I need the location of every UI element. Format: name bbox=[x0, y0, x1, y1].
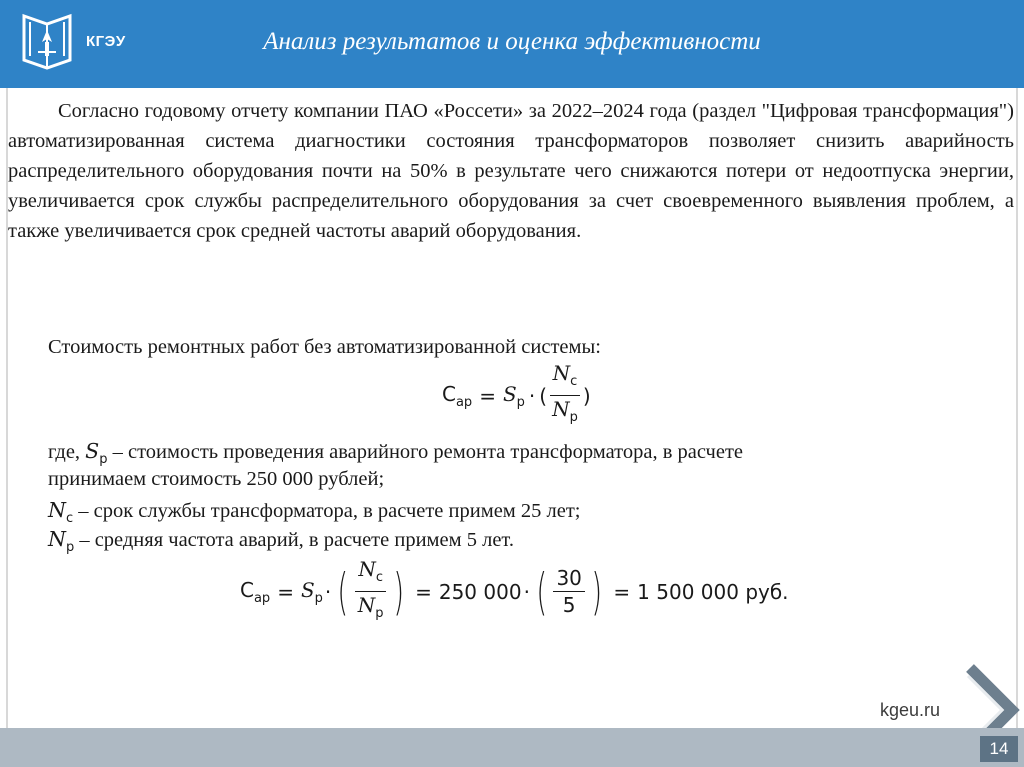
intro-paragraph: Согласно годовому отчету компании ПАО «Россети» за 2022–2024 года (раздел "Цифровая трансформация") автоматизированная система диагностики состояния трансформаторов позволяет снизить аварийность распределительного оборудования почти на 50% в результате чего снижаются потери от недоотпуска энергии, увеличивается срок службы распределительного оборудования за счет своевременного выявления проблем, а также увеличивается срок средней частоты аварий оборудования. bbox=[8, 100, 1014, 242]
definition-np: $N_р$ – средняя частота аварий, в расчете примем 5 лет. bbox=[48, 527, 514, 555]
formula1-equals: = bbox=[479, 383, 496, 408]
formula2-lhs: $С_{ар}$ bbox=[240, 577, 271, 606]
formula2-dot-2: · bbox=[523, 579, 530, 604]
formula2-result: 1 500 000 руб. bbox=[637, 579, 789, 604]
definition-sp-cont: принимаем стоимость 250 000 рублей; bbox=[48, 468, 385, 490]
formula-cost-calculation bbox=[240, 558, 789, 625]
right-divider bbox=[1016, 88, 1018, 728]
formula2-open-paren-2: ( bbox=[536, 562, 548, 621]
definition-sp: где, $S_р$ – стоимость проведения аварийного ремонта трансформатора, в расчете bbox=[48, 439, 744, 467]
cost-heading: Стоимость ремонтных работ без автоматизированной системы: bbox=[48, 336, 601, 358]
formula1-dot: · bbox=[528, 383, 536, 408]
site-link[interactable]: kgeu.ru bbox=[880, 700, 941, 720]
formula1-sp: $S_р$ bbox=[502, 381, 525, 410]
formula2-equals-3: = bbox=[613, 579, 631, 604]
formula1-open-paren: ( bbox=[539, 383, 548, 408]
university-emblem-icon bbox=[18, 12, 76, 72]
definition-nc: $N_c$ – срок службы трансформатора, в расчете примем 25 лет; bbox=[48, 498, 581, 526]
formula2-fraction-numeric: $\frac{30}{5}$ bbox=[553, 567, 584, 616]
formula1-lhs: $С_{ар}$ bbox=[442, 381, 473, 410]
formula2-dot: · bbox=[324, 579, 332, 604]
logo-text: КГЭУ bbox=[86, 33, 126, 50]
formula2-equals-2: = bbox=[415, 579, 432, 604]
formula2-close-paren-2: ) bbox=[591, 562, 603, 621]
formula1-close-paren: ) bbox=[582, 383, 591, 408]
formula2-sp: $S_р$ bbox=[300, 577, 323, 606]
page-number: 14 bbox=[980, 736, 1018, 762]
formula2-open-paren: ( bbox=[337, 562, 349, 621]
formula2-equals: = bbox=[277, 579, 294, 604]
formula-cost-basic bbox=[442, 362, 591, 429]
slide-title: Анализ результатов и оценка эффективности bbox=[263, 28, 761, 55]
formula2-close-paren: ) bbox=[392, 562, 404, 621]
formula2-value: 250 000 bbox=[438, 579, 522, 604]
formula2-fraction-symbolic: $\frac{N_c}{N_р}$ bbox=[355, 558, 387, 625]
formula1-fraction: $\frac{N_c}{N_р}$ bbox=[549, 362, 581, 429]
header-bar bbox=[0, 0, 1024, 88]
footer-bar bbox=[0, 728, 1024, 767]
